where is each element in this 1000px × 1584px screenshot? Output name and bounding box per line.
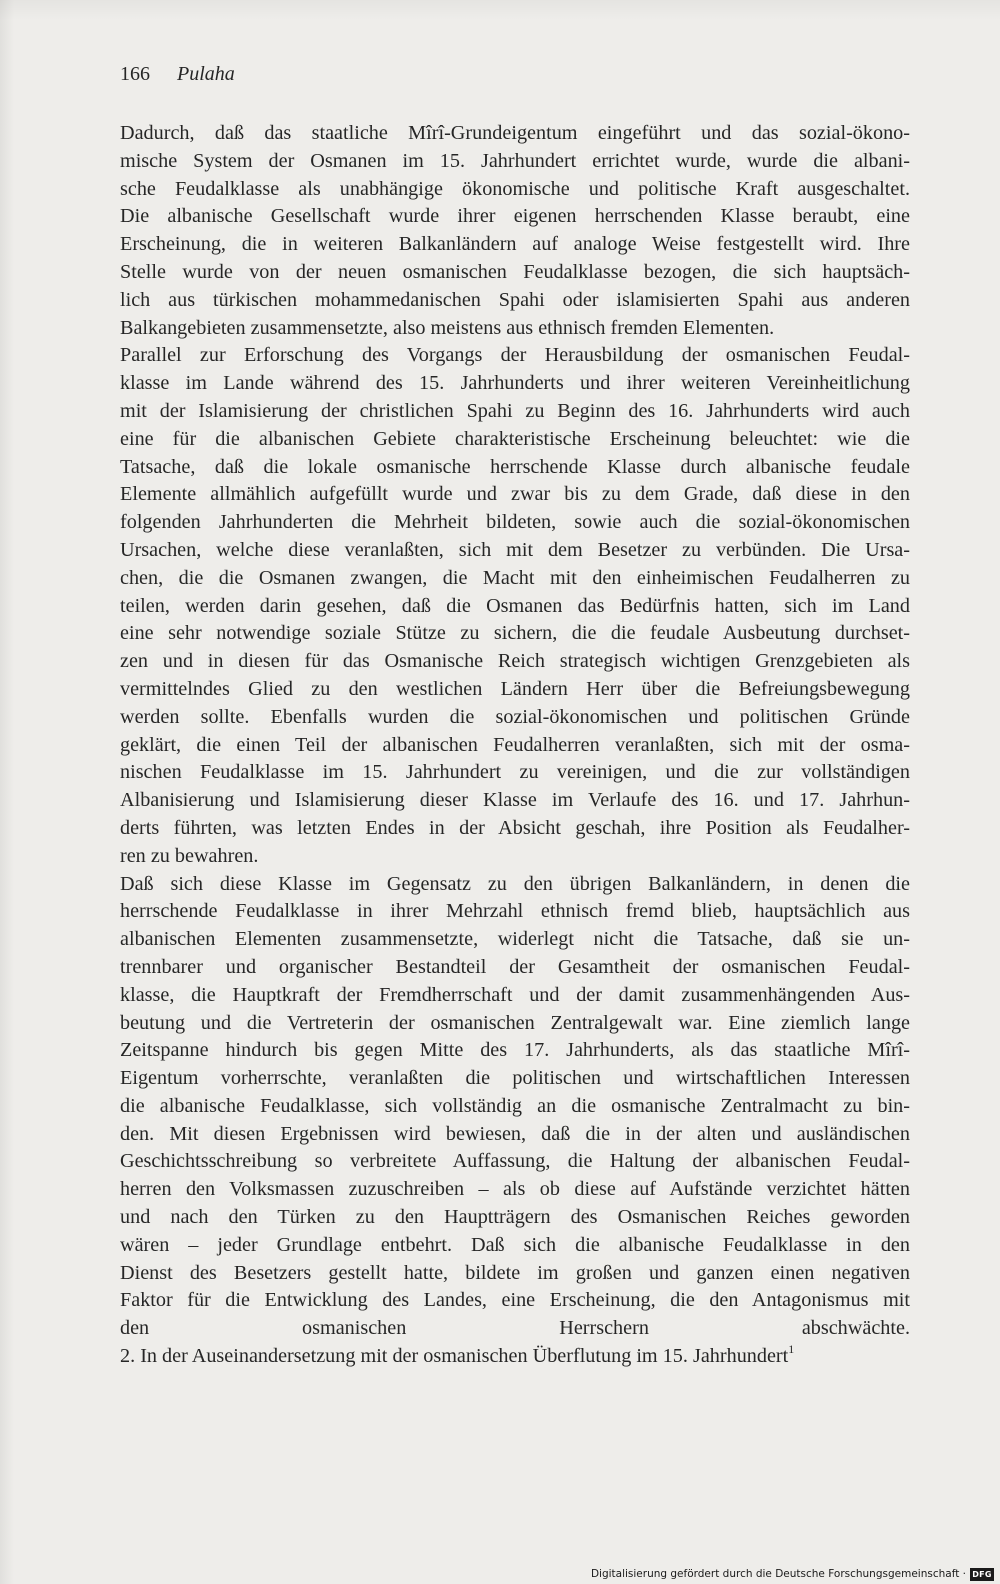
text-line: ren zu bewahren.	[120, 844, 259, 867]
text-line: werden sollte. Ebenfalls wurden die sozial-ökonomischen und politischen Gründe	[120, 705, 910, 728]
text-line: nischen Feudalklasse im 15. Jahrhundert zu vereinigen, und die zur vollständigen	[120, 761, 910, 784]
text-line: Stelle wurde von der neuen osmanischen Feudalklasse bezogen, die sich hauptsäch-	[120, 260, 910, 283]
text-line: Zeitspanne hindurch bis gegen Mitte des 17. Jahrhunderts, als das staatliche Mîrî-	[120, 1039, 910, 1062]
text-line: mit der Islamisierung der christlichen Spahi zu Beginn des 16. Jahrhunderts wird auch	[120, 399, 910, 422]
text-line: Tatsache, daß die lokale osmanische herrschende Klasse durch albanische feudale	[120, 455, 910, 478]
text-line-content: 2. In der Auseinandersetzung mit der osmanischen Überflutung im 15. Jahrhundert	[120, 1345, 789, 1368]
digitization-credit: Digitalisierung gefördert durch die Deutsche Forschungsgemeinschaft ·	[590, 1568, 966, 1580]
text-line: vermittelndes Glied zu den westlichen Ländern Herr über die Befreiungsbewegung	[120, 677, 910, 700]
text-line: geklärt, die einen Teil der albanischen Feudalherren veranlaßten, sich mit der osma-	[120, 733, 910, 756]
text-line: Balkangebieten zusammensetzte, also meistens aus ethnisch fremden Elementen.	[120, 316, 775, 339]
text-line: herrschende Feudalklasse in ihrer Mehrzahl ethnisch fremd blieb, hauptsächlich aus	[120, 900, 910, 923]
text-line: eine sehr notwendige soziale Stütze zu sichern, die die feudale Ausbeutung durchset-	[120, 622, 910, 645]
text-line: trennbarer und organischer Bestandteil der Gesamtheit der osmanischen Feudal-	[120, 955, 910, 978]
text-line: albanischen Elementen zusammensetzte, widerlegt nicht die Tatsache, daß sie un-	[120, 928, 910, 951]
page-number: 166	[120, 63, 150, 85]
text-line: Erscheinung, die in weiteren Balkanländern auf analoge Weise festgestellt wird. Ihre	[120, 233, 910, 256]
text-line: zen und in diesen für das Osmanische Reich strategisch wichtigen Grenzgebieten als	[120, 650, 910, 673]
text-line: klasse im Lande während des 15. Jahrhunderts und ihrer weiteren Vereinheitlichung	[120, 372, 910, 395]
text-line	[120, 1371, 910, 1399]
text-line: die albanische Feudalklasse, sich vollständig an die osmanische Zentralmacht zu bin-	[120, 1094, 910, 1117]
text-line: beutung und die Vertreterin der osmanischen Zentralgewalt war. Eine ziemlich lange	[120, 1011, 910, 1034]
text-line: teilen, werden darin gesehen, daß die Osmanen das Bedürfnis hatten, sich im Land	[120, 594, 910, 617]
text-line: und nach den Türken zu den Hauptträgern des Osmanischen Reiches geworden	[120, 1206, 910, 1229]
footnote-marker[interactable]: 1	[788, 1343, 795, 1357]
text-line: klasse, die Hauptkraft der Fremdherrschaft und der damit zusammenhängenden Aus-	[120, 983, 910, 1006]
text-line: folgenden Jahrhunderten die Mehrheit bildeten, sowie auch die sozial-ökonomischen	[120, 511, 910, 534]
text-line: mische System der Osmanen im 15. Jahrhundert errichtet wurde, wurde die albani-	[120, 149, 910, 172]
dfg-logo: DFG	[970, 1568, 994, 1581]
running-head-author: Pulaha	[177, 63, 235, 85]
text-line: derts führten, was letzten Endes in der Absicht geschah, ihre Position als Feudalher-	[120, 816, 910, 839]
body-text	[120, 120, 910, 1399]
text-line: lich aus türkischen mohammedanischen Spahi oder islamisierten Spahi aus anderen	[120, 288, 910, 311]
text-line-with-footnote	[120, 1343, 910, 1371]
text-line: Parallel zur Erforschung des Vorgangs der Herausbildung der osmanischen Feudal-	[120, 344, 910, 367]
running-head	[120, 60, 235, 88]
text-line: Dienst des Besetzers gestellt hatte, bildete im großen und ganzen einen negativen	[120, 1261, 910, 1284]
text-line: Ursachen, welche diese veranlaßten, sich mit dem Besetzer zu verbünden. Die Ursa-	[120, 538, 910, 561]
text-line: Faktor für die Entwicklung des Landes, eine Erscheinung, die den Antagonismus mit	[120, 1289, 910, 1312]
text-line: sche Feudalklasse als unabhängige ökonomische und politische Kraft ausgeschaltet.	[120, 177, 910, 200]
text-line: chen, die die Osmanen zwangen, die Macht mit den einheimischen Feudalherren zu	[120, 566, 910, 589]
text-line: Dadurch, daß das staatliche Mîrî-Grundeigentum eingeführt und das sozial-ökono-	[120, 122, 910, 144]
text-line: eine für die albanischen Gebiete charakteristische Erscheinung beleuchtet: wie die	[120, 427, 910, 450]
text-line: wären – jeder Grundlage entbehrt. Daß sich die albanische Feudalklasse in den	[120, 1233, 910, 1256]
text-line: den. Mit diesen Ergebnissen wird bewiesen, daß die in der alten und ausländischen	[120, 1122, 910, 1145]
text-line: Albanisierung und Islamisierung dieser Klasse im Verlaufe des 16. und 17. Jahrhun-	[120, 789, 910, 812]
text-line: den osmanischen Herrschern abschwächte.	[120, 1317, 910, 1340]
text-line: Elemente allmählich aufgefüllt wurde und zwar bis zu dem Grade, daß diese in den	[120, 483, 910, 506]
text-line: Die albanische Gesellschaft wurde ihrer eigenen herrschenden Klasse beraubt, eine	[120, 205, 910, 228]
text-line: Geschichtsschreibung so verbreitete Auffassung, die Haltung der albanischen Feudal-	[120, 1150, 910, 1173]
text-line: herren den Volksmassen zuzuschreiben – als ob diese auf Aufstände verzichtet hätten	[120, 1178, 910, 1201]
text-line: Eigentum vorherrschte, veranlaßten die politischen und wirtschaftlichen Interessen	[120, 1067, 910, 1090]
text-line: Daß sich diese Klasse im Gegensatz zu den übrigen Balkanländern, in denen die	[120, 872, 910, 895]
